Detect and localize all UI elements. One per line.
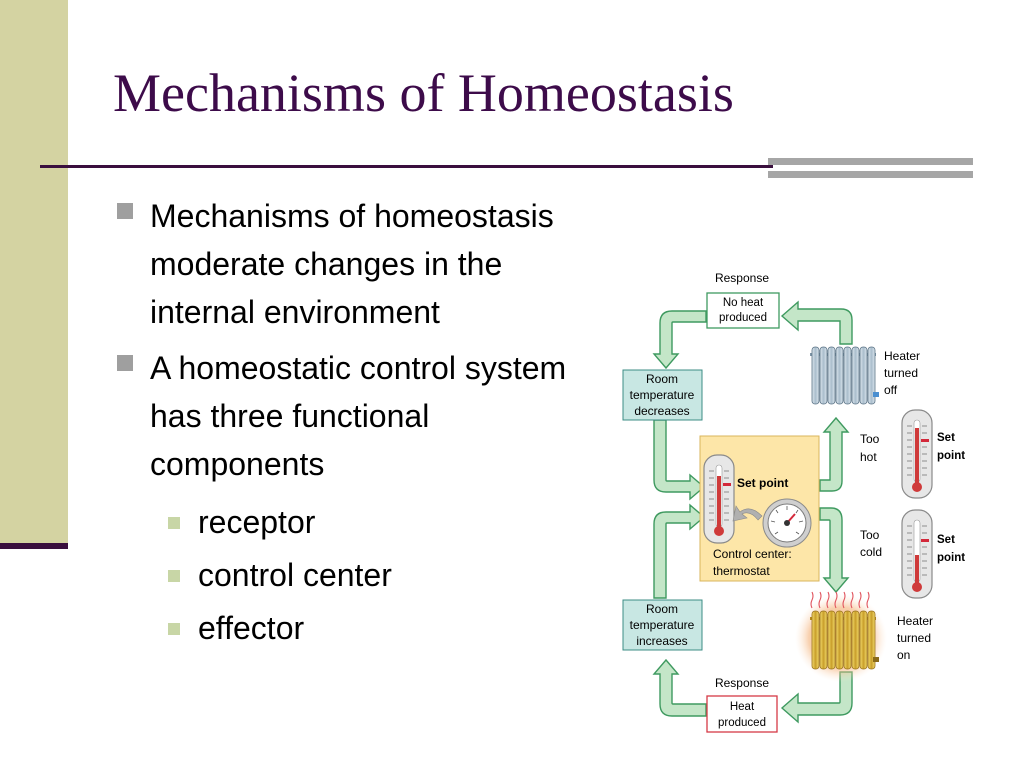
decorative-bar-top (768, 158, 973, 165)
slide-title: Mechanisms of Homeostasis (113, 63, 734, 123)
room-increases-line2: temperature (629, 618, 695, 632)
heat-produced-line1: Heat (729, 701, 755, 713)
thermostat-thermometer-icon (704, 455, 734, 543)
room-decreases-line1: Room (645, 372, 679, 386)
title-underline (40, 165, 773, 168)
bullet-item (117, 344, 587, 488)
left-decorative-rule (0, 543, 68, 549)
sub-bullet-square-icon (168, 623, 180, 635)
set-point-cold-line1: Set (937, 534, 955, 546)
set-point-hot-line2: point (937, 450, 966, 462)
heater-on-line2: turned (897, 631, 932, 645)
room-increases-line1: Room (645, 602, 679, 616)
bullet-square-icon (117, 355, 133, 371)
too-cold-line2: cold (860, 545, 883, 559)
sub-bullet-text: control center (198, 557, 392, 593)
control-center-line2: thermostat (713, 564, 770, 578)
heater-off-line3: off (884, 383, 898, 397)
decorative-bar-bottom (768, 171, 973, 178)
sub-bullet-item (168, 496, 587, 549)
room-increases-line3: increases (636, 634, 688, 648)
bullet-square-icon (117, 203, 133, 219)
too-hot-line2: hot (860, 450, 877, 464)
sub-bullet-item (168, 549, 587, 602)
heater-off-line1: Heater (884, 349, 921, 363)
set-point-hot-line1: Set (937, 432, 955, 444)
sub-bullet-item (168, 602, 587, 655)
heater-on-line1: Heater (897, 614, 934, 628)
too-cold-line1: Too (860, 528, 880, 542)
dial-gauge-icon (763, 499, 811, 547)
sub-bullet-text: effector (198, 610, 305, 646)
bullet-text: Mechanisms of homeostasis moderate changes in the internal environment (150, 198, 554, 330)
left-decorative-band (0, 0, 68, 548)
thermometer-cold-icon (902, 510, 932, 598)
bullet-text: A homeostatic control system has three functional components (150, 350, 567, 482)
no-heat-text-line1: No heat (722, 297, 764, 309)
top-response-label: Response (714, 271, 770, 285)
sub-bullet-square-icon (168, 570, 180, 582)
heater-on-line3: on (897, 648, 911, 662)
bullet-list (117, 192, 587, 655)
bullet-item (117, 192, 587, 336)
room-decreases-line2: temperature (629, 388, 695, 402)
set-point-center-label: Set point (737, 476, 789, 490)
no-heat-text-line2: produced (719, 312, 767, 324)
heat-produced-line2: produced (718, 717, 766, 729)
heater-off-line2: turned (884, 366, 919, 380)
room-decreases-line3: decreases (634, 404, 690, 418)
sub-bullet-square-icon (168, 517, 180, 529)
thermometer-hot-icon (902, 410, 932, 498)
radiator-off-icon (810, 347, 879, 404)
too-hot-line1: Too (860, 432, 880, 446)
bottom-response-label: Response (714, 676, 770, 690)
sub-bullet-text: receptor (198, 504, 316, 540)
set-point-cold-line2: point (937, 552, 966, 564)
homeostasis-diagram (600, 265, 980, 740)
control-center-line1: Control center: (713, 547, 792, 561)
